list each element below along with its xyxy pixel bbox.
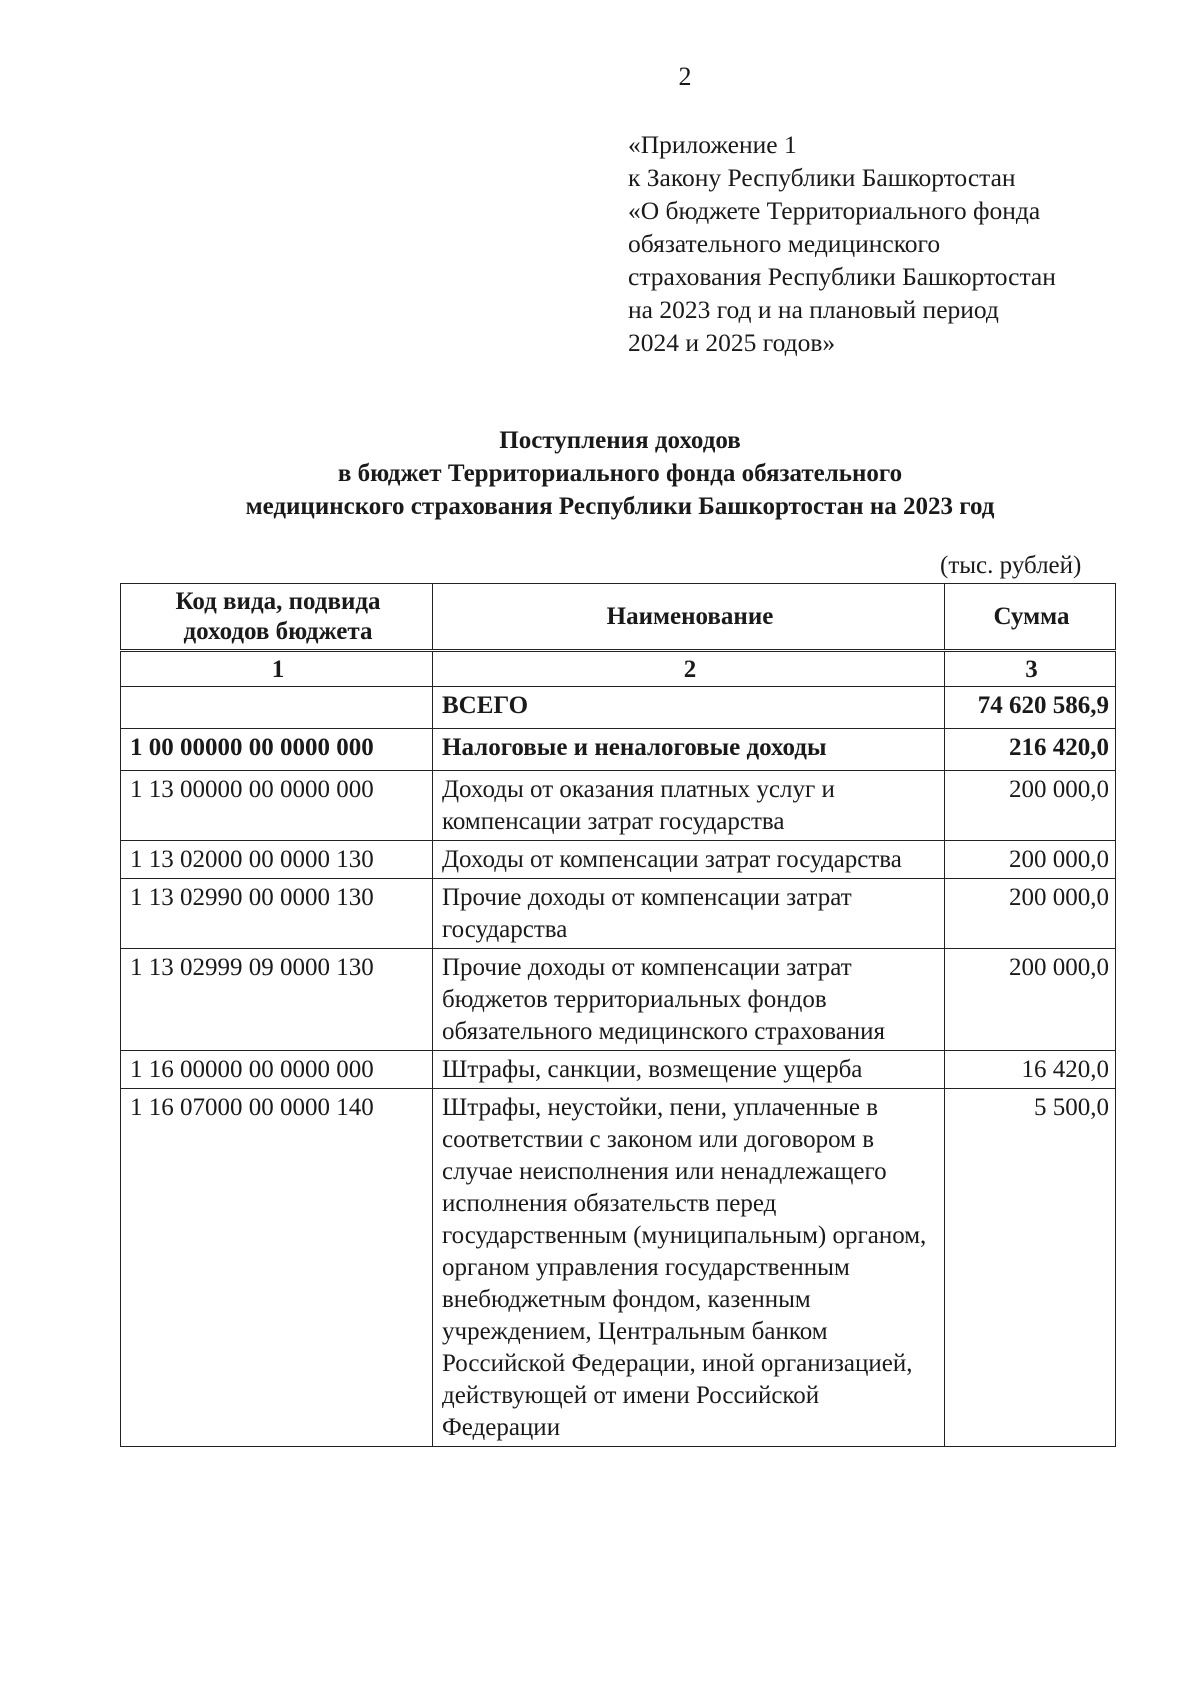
table-row [121, 879, 1116, 949]
row-amount: 16 420,0 [945, 1051, 1116, 1089]
row-amount: 200 000,0 [945, 771, 1116, 841]
row-code: 1 16 07000 00 0000 140 [121, 1089, 433, 1447]
row-name: Прочие доходы от компенсации затрат бюджетов территориальных фондов обязательного медицинского страхования [433, 949, 945, 1051]
row-name: Доходы от компенсации затрат государства [433, 841, 945, 879]
title-line: в бюджет Территориального фонда обязательного [337, 460, 903, 487]
table-row [121, 729, 1116, 771]
appendix-line: страхования Республики Башкортостан [628, 262, 1056, 291]
page-number: 2 [678, 62, 692, 91]
table-row [121, 1051, 1116, 1089]
row-amount: 200 000,0 [945, 841, 1116, 879]
total-label: ВСЕГО [433, 687, 945, 729]
appendix-line: обязательного медицинского [628, 229, 941, 258]
header-amount: Сумма [945, 584, 1116, 651]
row-amount: 216 420,0 [945, 729, 1116, 771]
total-row [121, 687, 1116, 729]
appendix-line: на 2023 год и на плановый период [628, 295, 999, 324]
table-header-row [121, 584, 1116, 651]
table-row [121, 771, 1116, 841]
row-name: Прочие доходы от компенсации затрат государства [433, 879, 945, 949]
title-line: Поступления доходов [499, 427, 741, 454]
table-row [121, 949, 1116, 1051]
total-amount: 74 620 586,9 [945, 687, 1116, 729]
header-code: Код вида, подвида доходов бюджета [121, 584, 433, 651]
total-code [121, 687, 433, 729]
row-code: 1 00 00000 00 0000 000 [121, 729, 433, 771]
row-name: Доходы от оказания платных услуг и компенсации затрат государства [433, 771, 945, 841]
document-title [0, 424, 1200, 523]
row-name: Штрафы, санкции, возмещение ущерба [433, 1051, 945, 1089]
column-number: 2 [433, 651, 945, 687]
appendix-line: «О бюджете Территориального фонда [628, 196, 1041, 225]
income-table [120, 583, 1116, 1447]
header-name: Наименование [433, 584, 945, 651]
title-line: медицинского страхования Республики Башкортостан на 2023 год [245, 493, 995, 520]
appendix-line: к Закону Республики Башкортостан [628, 163, 1016, 192]
appendix-line: «Приложение 1 [628, 130, 797, 159]
table-row [121, 1089, 1116, 1447]
row-amount: 200 000,0 [945, 879, 1116, 949]
row-code: 1 16 00000 00 0000 000 [121, 1051, 433, 1089]
row-code: 1 13 00000 00 0000 000 [121, 771, 433, 841]
row-code: 1 13 02000 00 0000 130 [121, 841, 433, 879]
appendix-line: 2024 и 2025 годов» [628, 328, 836, 357]
column-number: 1 [121, 651, 433, 687]
row-amount: 5 500,0 [945, 1089, 1116, 1447]
row-name: Штрафы, неустойки, пени, уплаченные в соответствии с законом или договором в случае неисполнения или ненадлежащего исполнения обязательств перед государственным (муниципальным) органом, органом управления государственным внебюджетным фондом, казенным учреждением, Центральным банком Российской Федерации, иной организацией, действующей от имени Российской Федерации [433, 1089, 945, 1447]
row-amount: 200 000,0 [945, 949, 1116, 1051]
table-row [121, 841, 1116, 879]
appendix-reference [628, 128, 1056, 359]
row-code: 1 13 02999 09 0000 130 [121, 949, 433, 1051]
column-number: 3 [945, 651, 1116, 687]
column-number-row [121, 651, 1116, 687]
row-code: 1 13 02990 00 0000 130 [121, 879, 433, 949]
units-label: (тыс. рублей) [940, 552, 1082, 579]
row-name: Налоговые и неналоговые доходы [433, 729, 945, 771]
